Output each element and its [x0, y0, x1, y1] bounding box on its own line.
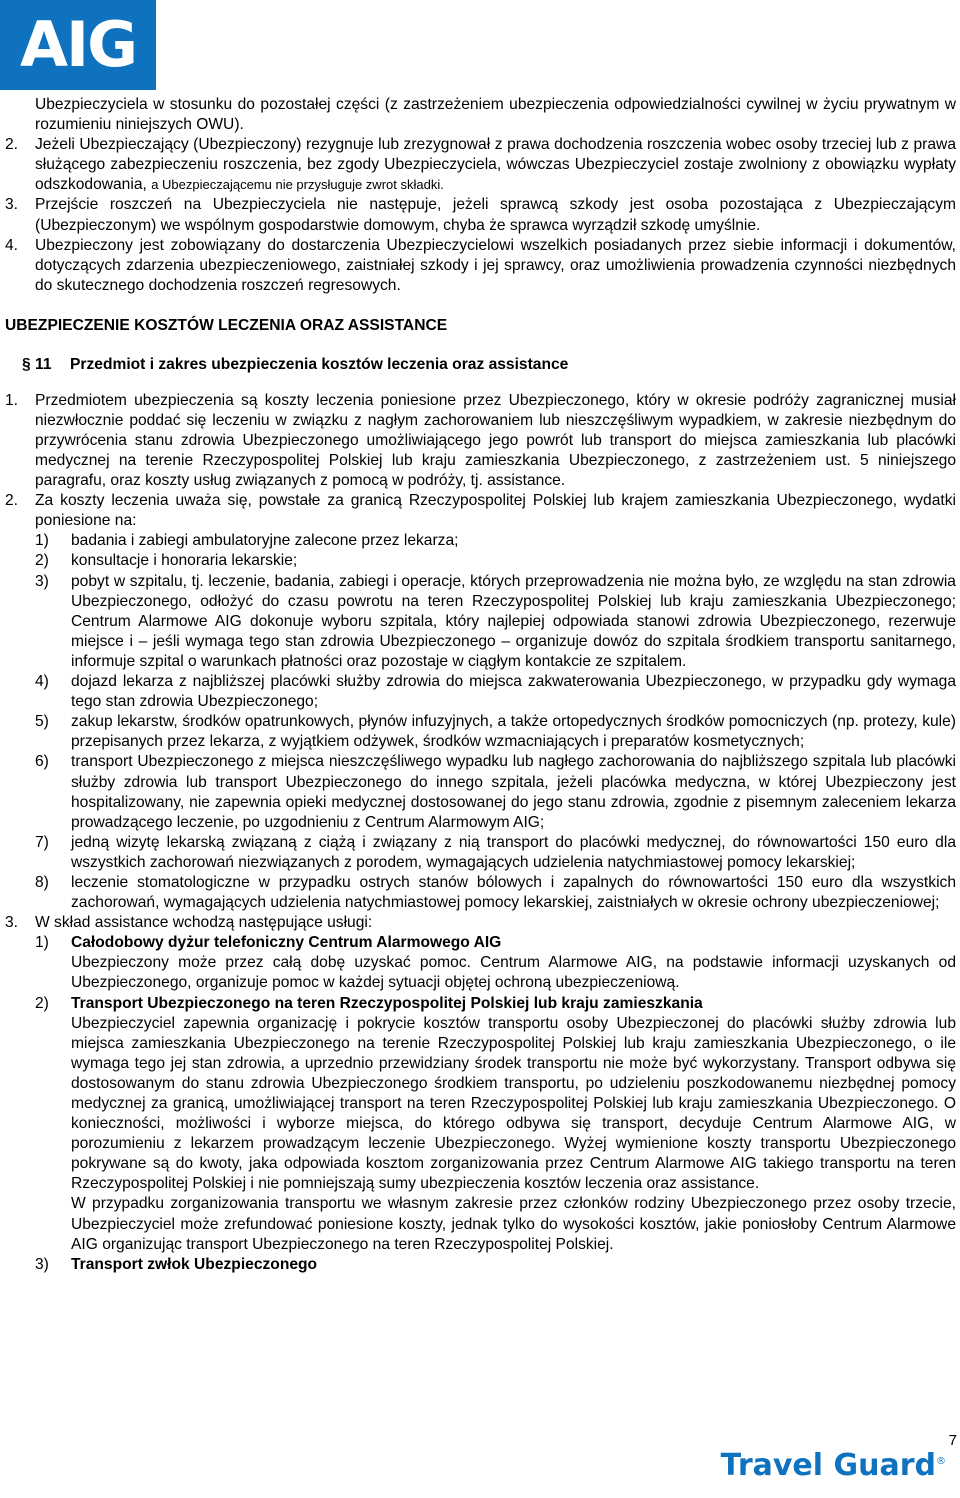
sub-item-number: 2) [35, 552, 49, 570]
sub-item [5, 833, 956, 873]
brand-text: Travel Guard [720, 1448, 936, 1483]
service-heading [5, 994, 956, 1014]
sub-item [5, 551, 956, 571]
service-description: Ubezpieczyciel zapewnia organizację i pokrycie kosztów transportu osoby Ubezpieczonej do placówki służby zdrowia lub miejsca zamieszkania Ubezpieczonego na terenie Rzeczypospolitej Polskiej lub kraju zamieszkania Ubezpieczonego, o ile wymaga tego jej stan zdrowia, a uprzednio przewidziany środek transportu nie może być wykorzystany. Transport odbywa się dostosowanym do stanu zdrowia Ubezpieczonego środkiem transportu, po udzieleniu poszkodowanemu niezbędnej pomocy medycznej za granicą, umożliwiającej transport na teren Rzeczypospolitej Polskiej lub kraju zamieszkania Ubezpieczonego. O konieczności, możliwości i wyborze miejsca, do którego odbywa się transport, decyduje Centrum Alarmowe AIG, w porozumieniu z lekarzem prowadzącym leczenie Ubezpieczonego. Wyżej wymienione koszty transportu Ubezpieczonego pokrywane są do kwoty, jaka odpowiada kosztom zorganizowania przez Centrum Alarmowe AIG takiego transportu na teren Rzeczypospolitej Polskiej i nie pomniejszają sumy ubezpieczenia kosztów leczenia oraz assistance. [71, 1014, 956, 1193]
item-text: Przejście roszczeń na Ubezpieczyciela nie następuje, jeżeli sprawcą szkody jest osoba pozostająca z Ubezpieczającym (Ubezpieczonym) we wspólnym gospodarstwie domowym, chyba że sprawca wyrządził szkodę umyślnie. [35, 196, 956, 234]
paragraph-1 [5, 391, 956, 491]
item-text-small: a Ubezpieczającemu nie przysługuje zwrot składki. [151, 177, 444, 193]
section-title: UBEZPIECZENIE KOSZTÓW LECZENIA ORAZ ASSISTANCE [5, 316, 448, 334]
sub-item-number: 6) [35, 753, 49, 771]
page-number: 7 [948, 1432, 957, 1449]
item-text: Przedmiotem ubezpieczenia są koszty leczenia poniesione przez Ubezpieczonego, który w okresie podróży zagranicznej musiał niezwłocznie poddać się leczeniu w związku z nagłym zachorowaniem lub nieszczęśliwym wypadkiem, w zakresie niezbędnym do przywrócenia stanu zdrowia Ubezpieczonego umożliwiającego jego powrót lub transport do miejsca zamieszkania lub placówki medycznej na terenie Rzeczypospolitej Polskiej lub kraju zamieszkania Ubezpieczonego, z zastrzeżeniem ust. 5 niniejszego paragrafu, oraz koszty usług związanych z pomocą w podróży, tj. assistance. [35, 391, 956, 490]
sub-item-number: 4) [35, 673, 49, 691]
sub-item-text: transport Ubezpieczonego z miejsca nieszczęśliwego wypadku lub nagłego zachorowania do najbliższego szpitala lub placówki służby zdrowia lub transport Ubezpieczonego do innego szpitala, jeżeli placówka medyczna, w której Ubezpieczony jest hospitalizowany, nie zapewnia opieki medycznej dostosowanej do jego stanu zdrowia, zgodnie z pisemnym zaleceniem lekarza prowadzącego leczenie, po uzgodnieniu z Centrum Alarmowym AIG; [71, 753, 956, 831]
sub-item-text: konsultacje i honoraria lekarskie; [71, 552, 298, 570]
list-item [5, 195, 956, 235]
document-body [5, 95, 956, 1275]
article-title: Przedmiot i zakres ubezpieczenia kosztów leczenia oraz assistance [70, 356, 569, 374]
sub-item-text: jedną wizytę lekarską związaną z ciążą i związany z nią transport do placówki medycznej, do równowartości 150 euro dla wszystkich zachorowań niezwiązanych z porodem, wymagających udzielenia natychmiastowej pomocy lekarskiej; [71, 833, 956, 871]
item-text: Za koszty leczenia uważa się, powstałe za granicą Rzeczypospolitej Polskiej lub krajem zamieszkania Ubezpieczonego, wydatki poniesione na: [35, 492, 956, 530]
item-number: 1. [5, 391, 19, 409]
article-heading [5, 355, 956, 375]
item-number: 3. [5, 914, 19, 932]
sub-item-text: pobyt w szpitalu, tj. leczenie, badania, zabiegi i operacje, których przeprowadzenia nie można było, ze względu na stan zdrowia Ubezpieczonego, odłożyć do czasu powrotu na teren Rzeczypospolitej Polskiej lub kraju zamieszkania Ubezpieczonego; Centrum Alarmowe AIG dokonuje wyboru szpitala, który najlepiej odpowiada stanowi zdrowia Ubezpieczonego, rezerwuje miejsce i – jeśli wymaga tego stan zdrowia Ubezpieczonego – organizuje dowóz do szpitala środkiem transportu sanitarnego, informuje szpital o warunkach płatności oraz pozostaje w ciągłym kontakcie ze szpitalem. [71, 572, 956, 670]
article-number: 11 [35, 356, 52, 374]
sub-item-number: 1) [35, 934, 49, 952]
service-heading [5, 933, 956, 953]
sub-item-text: badania i zabiegi ambulatoryjne zalecone przez lekarza; [71, 532, 459, 550]
sub-item-text: zakup lekarstw, środków opatrunkowych, płynów infuzyjnych, a także ortopedycznych środków pomocniczych (np. protezy, kule) przepisanych przez lekarza, z wyjątkiem odżywek, środków wzmacniających i preparatów kosmetycznych; [71, 713, 956, 751]
registered-mark: ® [936, 1456, 946, 1467]
sub-item-number: 7) [35, 833, 49, 851]
paragraph-3 [5, 913, 956, 933]
item-text: W skład assistance wchodzą następujące usługi: [35, 914, 373, 932]
sub-item [5, 752, 956, 832]
item-number: 2. [5, 136, 19, 154]
item-number: 2. [5, 492, 19, 510]
service-title: Transport Ubezpieczonego na teren Rzeczypospolitej Polskiej lub kraju zamieszkania [71, 994, 703, 1012]
sub-item [5, 712, 956, 752]
sub-item-number: 5) [35, 713, 49, 731]
sub-item-text: leczenie stomatologiczne w przypadku ostrych stanów bólowych i zapalnych do równowartości 150 euro dla wszystkich zachorowań, wymagających udzielenia natychmiastowej pomocy lekarskiej, zaistniałych w okresie ochrony ubezpieczeniowej; [71, 873, 956, 912]
service-title: Całodobowy dyżur telefoniczny Centrum Alarmowego AIG [71, 934, 502, 952]
sub-item [5, 572, 956, 672]
list-item [5, 236, 956, 296]
list-item [5, 135, 956, 195]
sub-item-text: dojazd lekarza z najbliższej placówki służby zdrowia do miejsca zakwaterowania Ubezpieczonego, w przypadku gdy wymaga tego stan zdrowia Ubezpieczonego; [71, 673, 956, 711]
intro-paragraph: Ubezpieczyciela w stosunku do pozostałej części (z zastrzeżeniem ubezpieczenia odpowiedzialności cywilnej w życiu prywatnym w rozumieniu niniejszych OWU). [35, 96, 956, 134]
sub-item [5, 873, 956, 913]
paragraph-sign: § [22, 356, 31, 374]
item-number: 3. [5, 196, 19, 214]
sub-item [5, 531, 956, 551]
item-text: Jeżeli Ubezpieczający (Ubezpieczony) rezygnuje lub zrezygnował z prawa dochodzenia roszczenia wobec osoby trzeciej lub z prawa służącego zabezpieczeniu roszczenia, bez zgody Ubezpieczyciela, wówczas Ubezpieczyciel zostaje zwolniony z obowiązku wypłaty odszkodowania, [35, 136, 956, 194]
sub-item-number: 1) [35, 532, 49, 550]
item-text: Ubezpieczony jest zobowiązany do dostarczenia Ubezpieczycielowi wszelkich posiadanych przez siebie informacji i dokumentów, dotyczących zdarzenia ubezpieczeniowego, zaistniałej szkody i jej sprawcy, oraz umożliwienia prowadzenia czynności niezbędnych do skutecznego dochodzenia roszczeń regresowych. [35, 236, 956, 294]
service-description: Ubezpieczony może przez całą dobę uzyskać pomoc. Centrum Alarmowe AIG, na podstawie informacji uzyskanych od Ubezpieczonego, organizuje pomoc w każdej sytuacji objętej ochroną ubezpieczeniową. [71, 954, 956, 992]
service-heading [5, 1255, 956, 1275]
service-description: W przypadku zorganizowania transportu we własnym zakresie przez członków rodziny Ubezpieczonego przez osoby trzecie, Ubezpieczyciel może zrefundować poniesione koszty, jednak tylko do wysokości kosztów, jakie poniosłoby Centrum Alarmowe AIG organizując transport Ubezpieczonego na teren Rzeczypospolitej Polskiej. [71, 1195, 956, 1253]
paragraph-2 [5, 491, 956, 531]
travel-guard-logo [720, 1448, 946, 1483]
aig-logo: AIG [0, 0, 156, 90]
sub-item-number: 8) [35, 873, 49, 891]
sub-item-number: 3) [35, 1255, 49, 1273]
sub-item [5, 672, 956, 712]
sub-item-number: 2) [35, 994, 49, 1012]
sub-item-number: 3) [35, 572, 49, 590]
service-title: Transport zwłok Ubezpieczonego [71, 1255, 318, 1273]
item-number: 4. [5, 236, 19, 254]
